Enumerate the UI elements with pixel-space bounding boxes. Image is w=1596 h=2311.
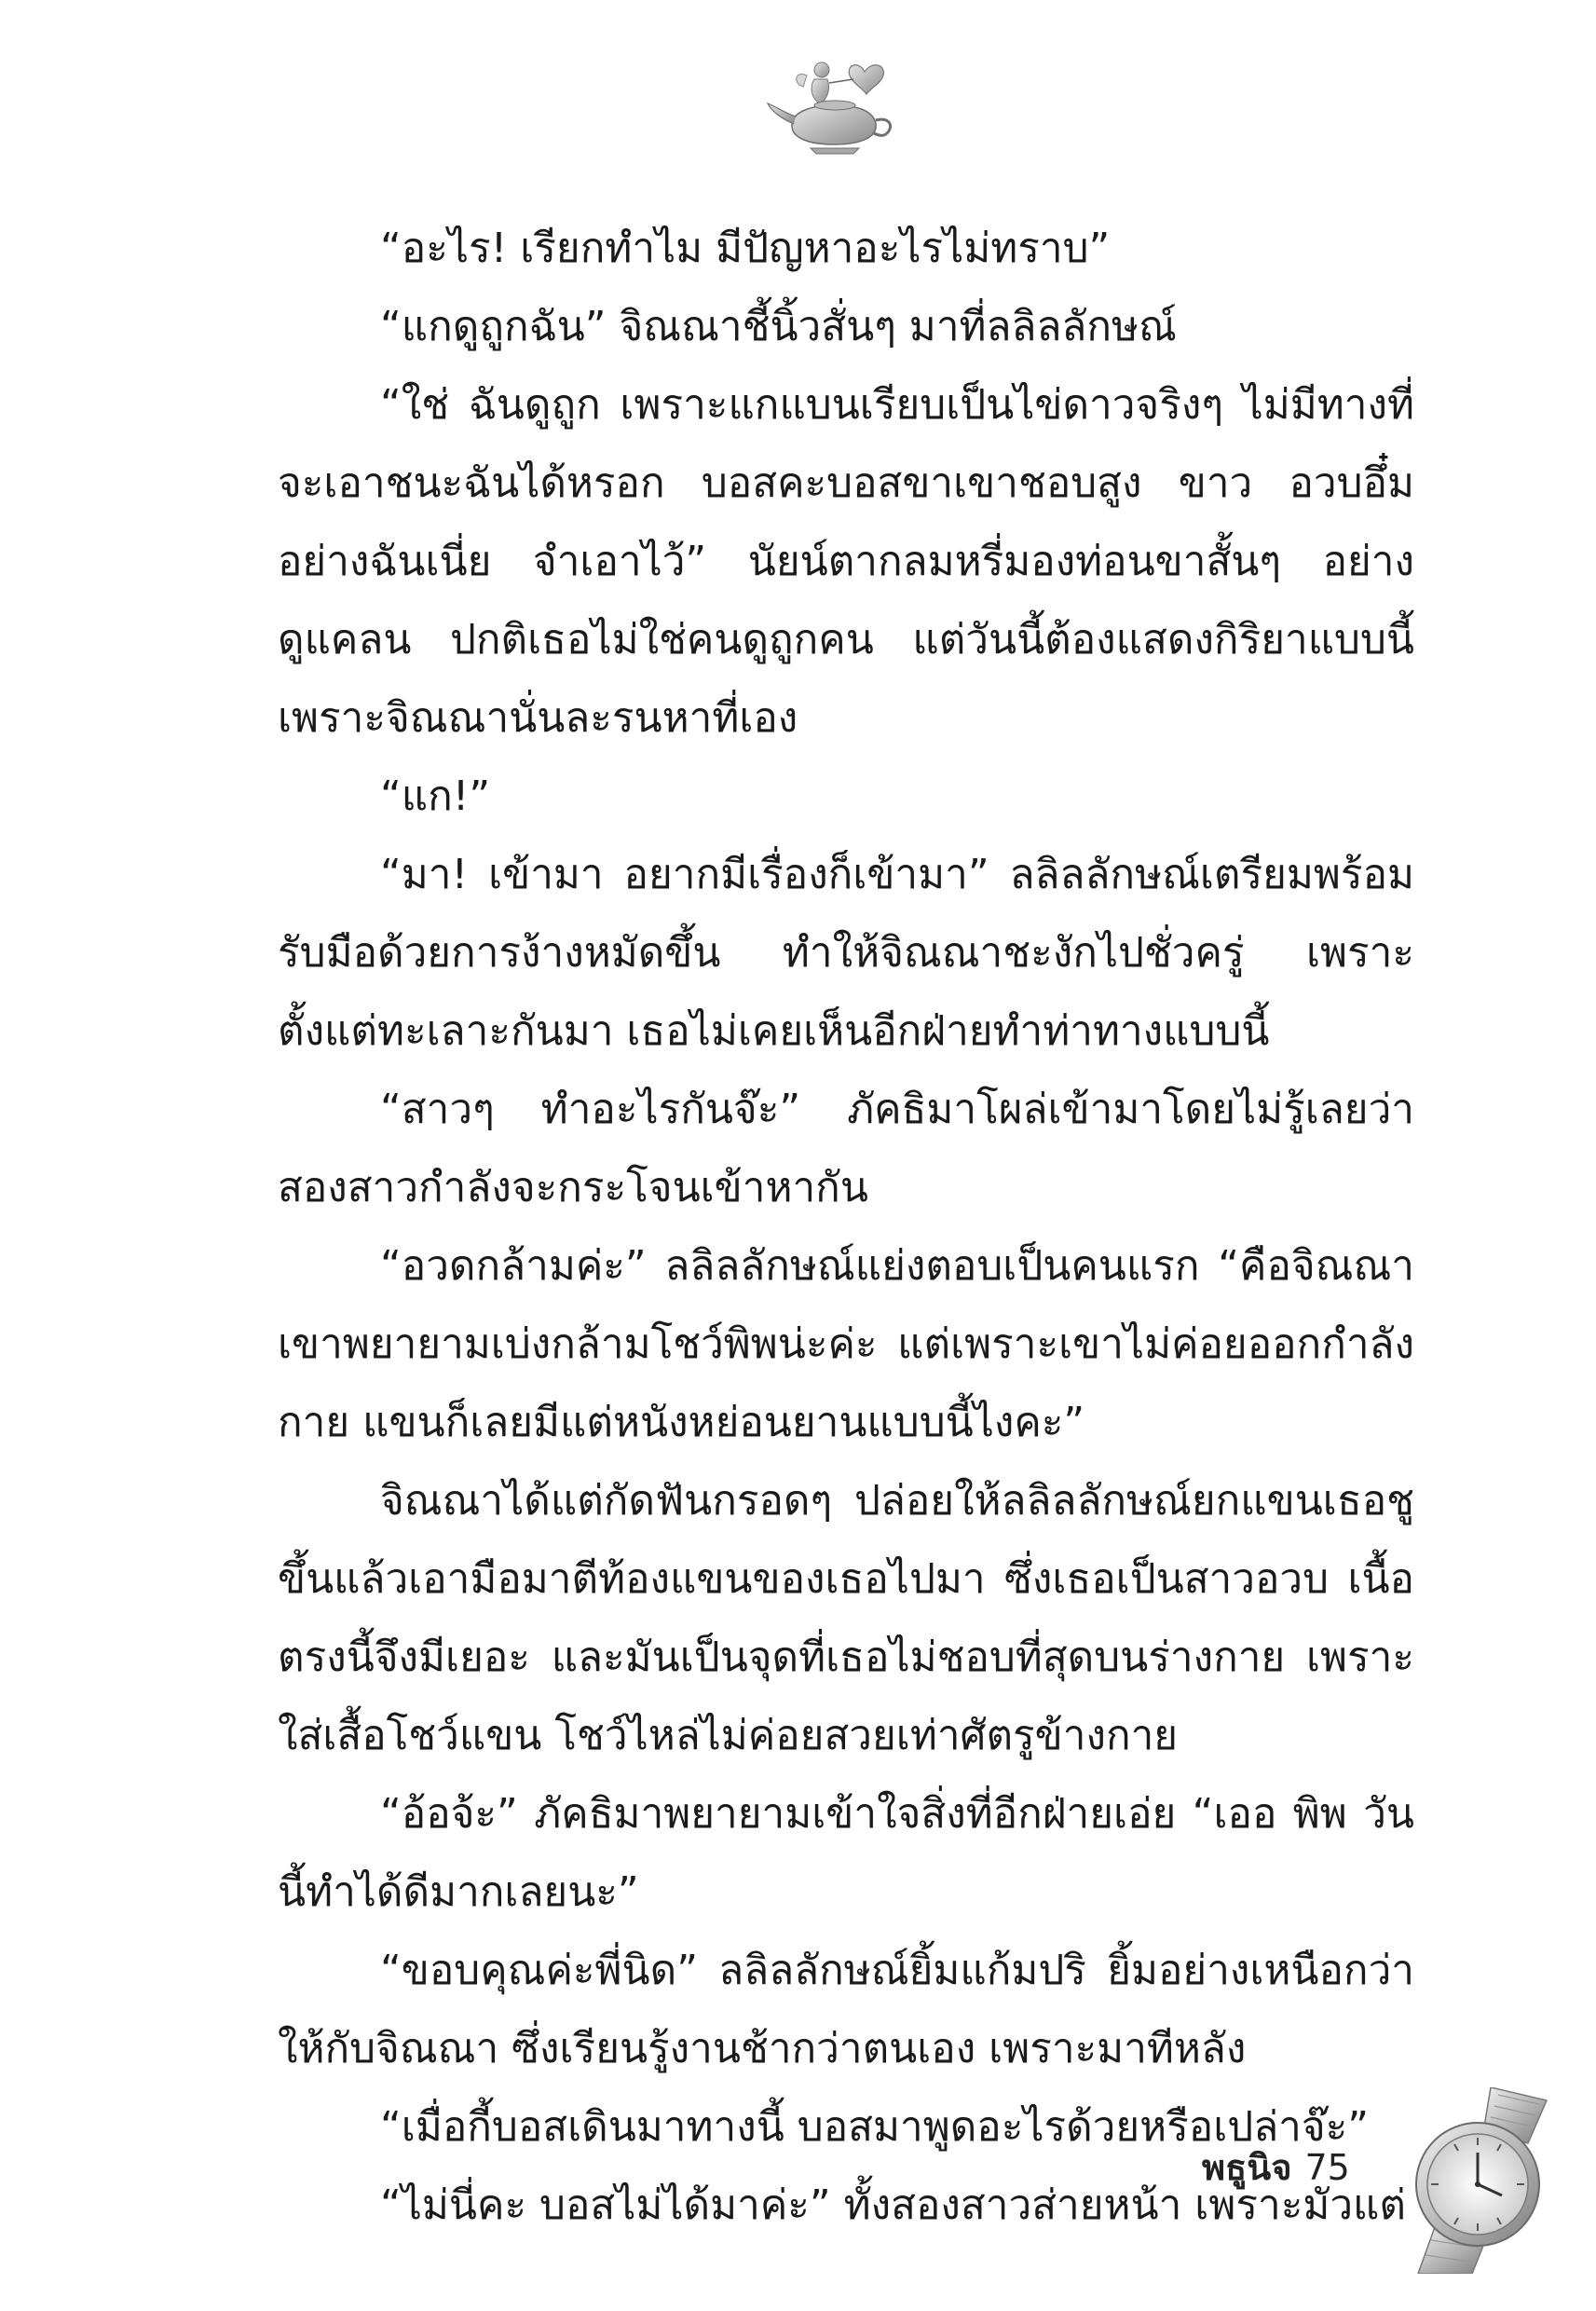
page-footer xyxy=(1202,2139,1350,2195)
page-number: 75 xyxy=(1304,2147,1350,2188)
paragraph: “เมื่อกี้บอสเดินมาทางนี้ บอสมาพูดอะไรด้วยหรือเปล่าจ๊ะ” xyxy=(380,2103,1370,2151)
paragraph: “ไม่นี่คะ บอสไม่ได้มาค่ะ” ทั้งสองสาวส่ายหน้า เพราะมัวแต่ xyxy=(380,2181,1406,2229)
paragraph: “ใช่ ฉันดูถูก เพราะแกแบนเรียบเป็นไข่ดาวจริงๆ ไม่มีทางที่จะเอาชนะฉันได้หรอก บอสคะบอสขาเขาชอบสูง ขาว อวบอึ๋ม อย่างฉันเนี่ย จำเอาไว้” นัยน์ตากลมหรี่มองท่อนขาสั้นๆ อย่างดูแคลน ปกติเธอไม่ใช่คนดูถูกคน แต่วันนี้ต้องแสดงกิริยาแบบนี้ เพราะจิณณานั่นละรนหาที่เอง xyxy=(278,381,1414,742)
paragraph: “อวดกล้ามค่ะ” ลลิลลักษณ์แย่งตอบเป็นคนแรก “คือจิณณาเขาพยายามเบ่งกล้ามโชว์พิพน่ะค่ะ แต่เพราะเขาไม่ค่อยออกกำลังกาย แขนก็เลยมีแต่หนังหย่อนยานแบบนี้ไงคะ” xyxy=(278,1242,1414,1446)
paragraph: “อ้อจ้ะ” ภัคธิมาพยายามเข้าใจสิ่งที่อีกฝ่ายเอ่ย “เออ พิพ วันนี้ทำได้ดีมากเลยนะ” xyxy=(278,1790,1414,1916)
paragraph: “สาวๆ ทำอะไรกันจ๊ะ” ภัคธิมาโผล่เข้ามาโดยไม่รู้เลยว่าสองสาวกำลังจะกระโจนเข้าหากัน xyxy=(278,1086,1414,1211)
book-title: พธูนิจ xyxy=(1202,2147,1292,2188)
paragraph: “แก!” xyxy=(380,773,491,820)
paragraph: “ขอบคุณค่ะพี่นิด” ลลิลลักษณ์ยิ้มแก้มปริ ยิ้มอย่างเหนือกว่าให้กับจิณณา ซึ่งเรียนรู้งานช้ากว่าตนเอง เพราะมาทีหลัง xyxy=(278,1947,1414,2072)
paragraph: “อะไร! เรียกทำไม มีปัญหาอะไรไม่ทราบ” xyxy=(380,225,1111,272)
teapot-cupid-ornament-icon xyxy=(764,51,904,158)
wristwatch-icon xyxy=(1398,2087,1565,2274)
story-text xyxy=(278,210,1414,2245)
paragraph: “มา! เข้ามา อยากมีเรื่องก็เข้ามา” ลลิลลักษณ์เตรียมพร้อมรับมือด้วยการง้างหมัดขึ้น ทำให้จิณณาชะงักไปชั่วครู่ เพราะตั้งแต่ทะเลาะกันมา เธอไม่เคยเห็นอีกฝ่ายทำท่าทางแบบนี้ xyxy=(278,851,1414,1055)
paragraph: “แกดูถูกฉัน” จิณณาชี้นิ้วสั่นๆ มาที่ลลิลลักษณ์ xyxy=(380,303,1177,350)
paragraph: จิณณาได้แต่กัดฟันกรอดๆ ปล่อยให้ลลิลลักษณ์ยกแขนเธอชูขึ้นแล้วเอามือมาตีท้องแขนของเธอไปมา ซึ่งเธอเป็นสาวอวบ เนื้อตรงนี้จึงมีเยอะ และมันเป็นจุดที่เธอไม่ชอบที่สุดบนร่างกาย เพราะใส่เสื้อโชว์แขน โชว์ไหล่ไม่ค่อยสวยเท่าศัตรูข้างกาย xyxy=(278,1477,1414,1759)
